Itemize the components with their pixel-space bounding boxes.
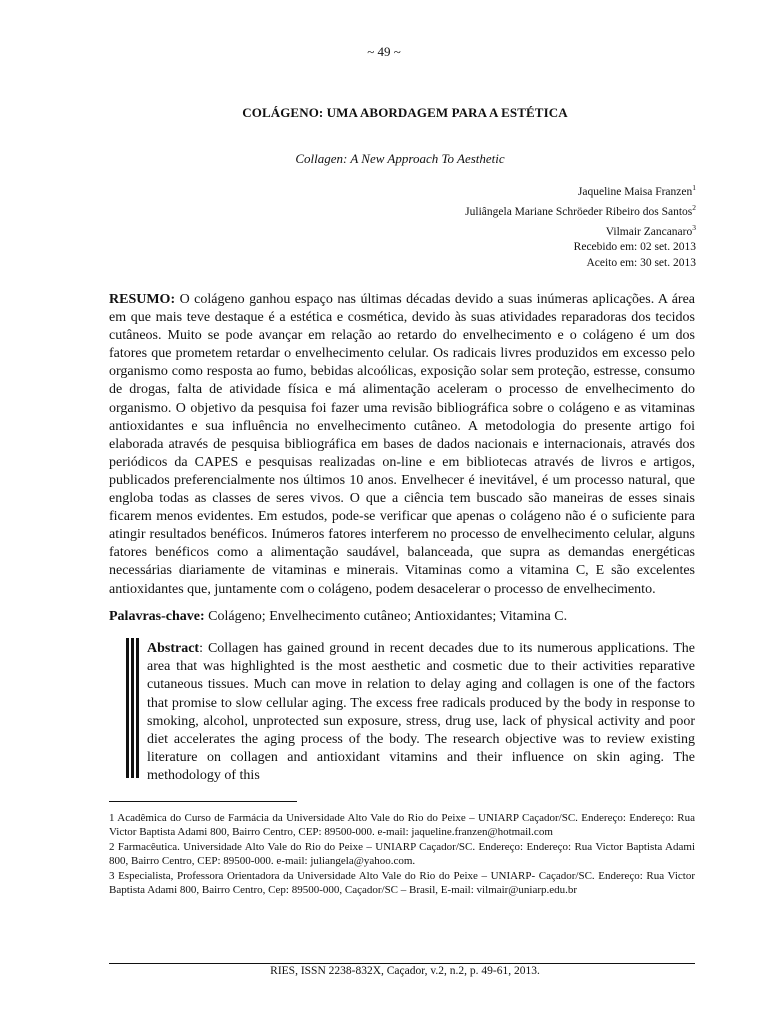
author-entry xyxy=(465,220,696,240)
footnote-divider xyxy=(109,801,297,802)
abstract-decorative-bars xyxy=(126,638,140,778)
received-date: Recebido em: 02 set. 2013 xyxy=(573,241,696,253)
keywords-label: Palavras-chave: xyxy=(109,609,205,624)
author-entry xyxy=(465,200,696,220)
article-subtitle: Collagen: A New Approach To Aesthetic xyxy=(295,151,505,166)
author-footnote-marker: 2 xyxy=(692,203,696,212)
author-entry xyxy=(465,180,696,200)
resumo-label: RESUMO: xyxy=(109,292,176,307)
author-name: Vilmair Zancanaro xyxy=(605,226,693,238)
footnote-2: 2 Farmacêutica. Universidade Alto Vale do Rio do Peixe – UNIARP Caçador/SC. Endereço: Endereço: Rua Victor Baptista Adami 800, Bairro Centro, CEP: 89500-000. e-mail: juliangela@yahoo.com. xyxy=(109,841,695,867)
footnotes xyxy=(109,811,695,898)
abstract-text: : Collagen has gained ground in recent decades due to its numerous applications. The area that was highlighted is the most aesthetic and cosmetic due to their activities reparative cutaneous tissues. Much can move in relation to delay aging and collagen is one of the factors that promise to slow cellular aging. The excess free radicals produced by the body in response to smoking, alcohol, unprotected sun exposure, stress, drug use, lack of physical activity and poor diet accelerates the aging process of the body. The research objective was to review existing literature on collagen and antioxidant vitamins and their influence on skin aging. The methodology of this xyxy=(147,641,695,784)
submission-dates xyxy=(574,239,696,271)
keywords-text: Colágeno; Envelhecimento cutâneo; Antioxidantes; Vitamina C. xyxy=(208,609,568,624)
author-list xyxy=(465,180,696,240)
keywords-line xyxy=(109,608,695,626)
accepted-date: Aceito em: 30 set. 2013 xyxy=(586,257,696,269)
resumo-text: O colágeno ganhou espaço nas últimas décadas devido a suas inúmeras aplicações. A área em que mais teve destaque é a estética e cosmética, devido às suas atividades reparadoras dos tecidos cutâneos. Muito se pode avançar em relação ao retardo do envelhecimento e o colágeno é um dos fatores que prometem retardar o envelhecimento celular. Os radicais livres produzidos em excesso pelo organismo como resposta ao fumo, bebidas alcoólicas, exposição solar sem proteção, estresse, consumo de drogas, falta de atividade física e má alimentação aceleram o processo de envelhecimento do organismo. O objetivo da pesquisa foi fazer uma revisão bibliográfica sobre o colágeno e as vitaminas antioxidantes e sua influência no envelhecimento cutâneo. A metodologia do presente artigo foi elaborada através de pesquisa bibliográfica em bases de dados nacionais e internacionais, através dos periódicos da CAPES e pesquisas realizadas on-line e em bibliotecas através de livros e artigos, publicados preferencialmente nos últimos 10 anos. Envelhecer é inevitável, é um processo natural, que engloba todas as classes de seres vivos. O que a ciência tem buscado são maneiras de esses sinais ficarem menos evidentes. Em estudos, pode-se verificar que apenas o colágeno não é o suficiente para atingir resultados benéficos. Inúmeros fatores interferem no processo de envelhecimento celular, alguns fatores benéficos como a alimentação saudável, balanceada, que supra as demandas energéticas necessárias diariamente de vitaminas e minerais. Vitaminas como a vitamina C, E são excelentes antioxidantes que, juntamente com o colágeno, podem desacelerar o processo de envelhecimento. xyxy=(109,292,695,597)
author-footnote-marker: 1 xyxy=(692,183,696,192)
abstract-section xyxy=(147,640,695,786)
abstract-label: Abstract xyxy=(147,641,200,656)
author-name: Jaqueline Maisa Franzen xyxy=(577,186,693,198)
page-number: ~ 49 ~ xyxy=(367,44,401,59)
footnote-3: 3 Especialista, Professora Orientadora da Universidade Alto Vale do Rio do Peixe – UNIARP- Caçador/SC. Endereço: Rua Victor Baptista Adami 800, Bairro Centro, Cep: 89500-000, Caçador/SC – Brasil, E-mail: vilmair@uniarp.edu.br xyxy=(109,870,695,896)
footnote-1: 1 Acadêmica do Curso de Farmácia da Universidade Alto Vale do Rio do Peixe – UNIARP Caçador/SC. Endereço: Endereço: Rua Victor Baptista Adami 800, Bairro Centro, CEP: 89500-000. e-mail: jaqueline.franzen@hotmail.com xyxy=(109,812,695,838)
footer-divider xyxy=(109,963,695,964)
article-title: COLÁGENO: UMA ABORDAGEM PARA A ESTÉTICA xyxy=(242,105,568,120)
resumo-section xyxy=(109,291,695,599)
author-footnote-marker: 3 xyxy=(692,223,696,232)
author-name: Juliângela Mariane Schröeder Ribeiro dos Santos xyxy=(465,206,693,218)
journal-citation: RIES, ISSN 2238-832X, Caçador, v.2, n.2, p. 49-61, 2013. xyxy=(270,965,540,977)
